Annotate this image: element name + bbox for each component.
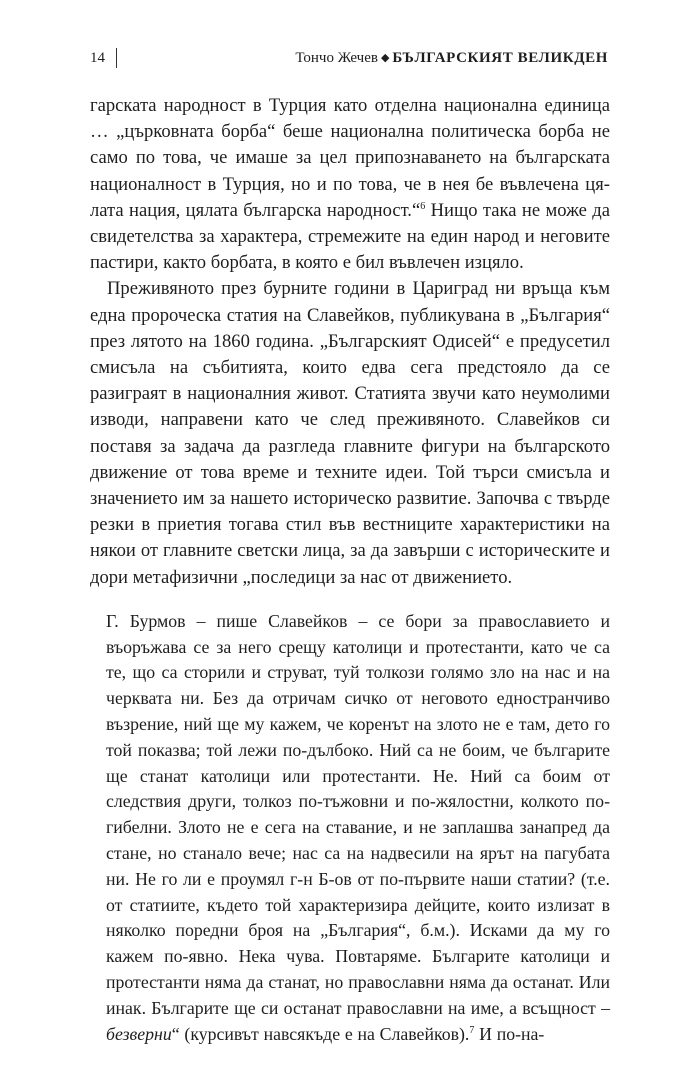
- page-number: 14: [90, 50, 105, 66]
- quote-after-note: И по-на-: [474, 1023, 545, 1044]
- paragraph-continued: [90, 93, 610, 276]
- header-book-info: [295, 46, 608, 71]
- quote-emphasis: безверни: [106, 1023, 172, 1044]
- header-title: БЪЛГАРСКИЯТ ВЕЛИКДЕН: [392, 50, 608, 66]
- main-text: [90, 93, 610, 1047]
- paragraph-1-tail: Нищо така не може да свидетелства за характера, стремежите на един народ и неговите пастири, както борбата, в която е бил въвлечен изцяло.: [90, 199, 611, 274]
- header-author: Тончо Жечев: [295, 50, 378, 66]
- footnote-marker: 6: [420, 200, 426, 212]
- paragraph-1-text: гарската народност в Турция като отделна национална единица … „църковната борба“ беше национална политическа борба не само по това, че имаше за цел припознаването на българската националност в Турция, но и по това, че в нея бе въвлечена цялата нация, цялата българска народност.“: [90, 95, 610, 221]
- header-divider: [116, 48, 117, 68]
- quote-tail: “ (курсивът навсякъде е на Славейков).: [171, 1023, 470, 1044]
- block-quote: [106, 609, 610, 1048]
- footnote-marker: 7: [469, 1024, 475, 1036]
- quote-text: Г. Бурмов – пише Славейков – се бори за православието и въоръжава се за него срещу католици и протестанти, като че са те, що са сторили и струват, туй толкози голямо зло на нас и на черквата ни. Без да отричам сичко от неговото едностранчиво възрение, ний ще му кажем, че коренът на злото не е там, дето го той показва; той лежи по-дълбоко. Ний са не боим, че българите ще станат католици или протестанти. Не. Ний са боим от следствия други, толкоз по-тъжовни и по-жялостни, колкото по-гибелни. Злото не е сега на ставание, и не заплашва занапред да стане, но станало вече; нас са на надвесили на ярът на пагубата ни. Не го ли е проумял г-н Б-ов от по-първите наши статии? (т.е. от статиите, където той характеризира дейците, които излизат в няколко поредни броя на „България“, б.м.). Исками да му го кажем по-явно. Нека чува. Повтаряме. Българите католици и протестанти няма да станат, но православни няма да останат. Или инак. Българите ще си останат православни на име, а всъщност –: [106, 610, 610, 1018]
- running-header: [90, 46, 608, 70]
- paragraph-2: Преживяното през бурните години в Цариград ни връща към една пророческа статия на Славейков, публикувана в „България“ през лятото на 1860 година. „Българският Одисей“ е предусетил смисъла на събитията, които едва сега предстояло да се разиграят в националния живот. Статията звучи като неумолими изводи, направени като че след преживяното. Славейков си поставя за задача да разгледа главните фигури на българското движение от това време и техните идеи. Той търси смисъла и значението им за нашето историческо развитие. Започва с твърде резки в приетия тогава стил във вестниците характеристики на някои от главните светски лица, за да завърши с историческите и дори метафизични „последици за нас от движението.: [90, 278, 610, 588]
- diamond-icon: ◆: [380, 52, 390, 64]
